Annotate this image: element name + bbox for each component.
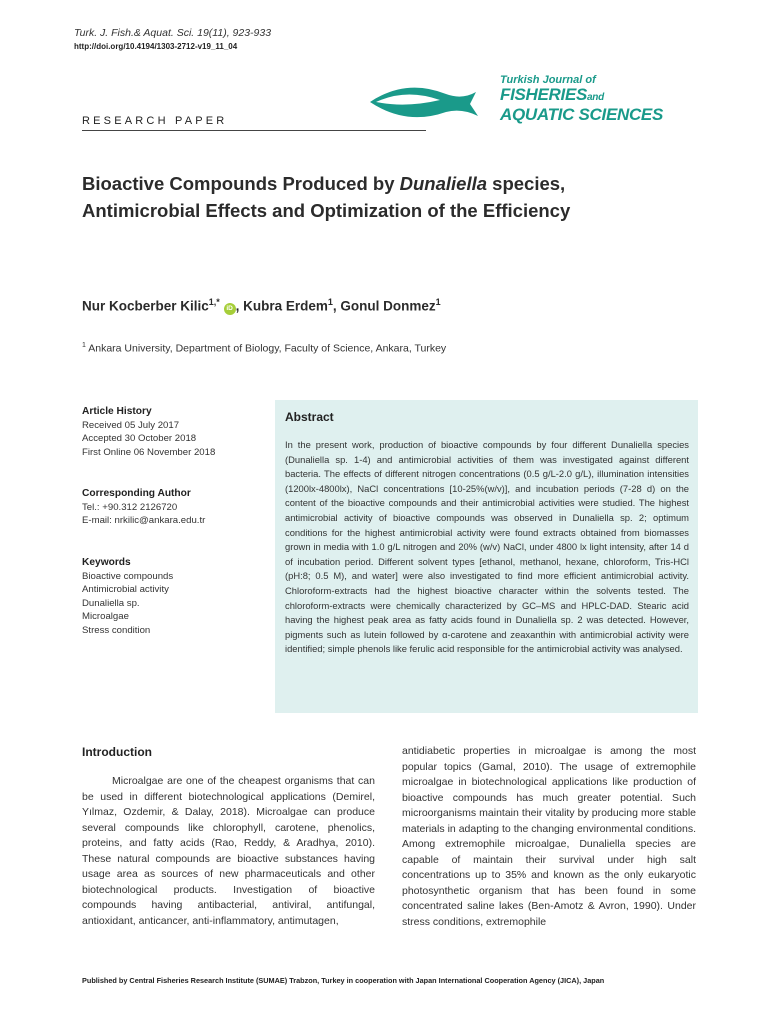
doi-link[interactable]: http://doi.org/10.4194/1303-2712-v19_11_04 [74, 42, 238, 51]
keyword-item: Antimicrobial activity [82, 584, 169, 595]
publisher-footer: Published by Central Fisheries Research Institute (SUMAE) Trabzon, Turkey in cooperation with Japan International Cooperation Agency (JICA), Japan [82, 976, 605, 985]
keywords-heading: Keywords [82, 557, 131, 568]
author-tel: Tel.: +90.312 2126720 [82, 501, 178, 513]
abstract-text: In the present work, production of bioactive compounds by four different Dunaliella species (Dunaliella sp. 1-4) and antimicrobial activities of them was investigated against different bacteria. The effects of different nitrogen concentrations (0.5 g/L-2.0 g/L), illumination intensities (1200lx-4800lx), NaCl concentrations [10-25%(w/v)], and incubation periods (7-28 d) on the content of the bioactive compounds and their antimicrobial activities were studied. The highest antimicrobial activity of bioactive compounds was observed in Dunaliella sp. 2; optimum conditions for the highest antimicrobial activity were found extracts obtained from biomasses grown in media with 1.0 g/L nitrogen and 20% (w/v) NaCl, under 4800 lx light intensity, after 14 d of incubation period. Different solvent types [ethanol, methanol, hexane, chloroform, Tris-HCl (pH:8; 0.5 M), and water] were also investigated to find more efficient antimicrobial activity. Chloroform-extracts had the highest bioactive character within the solvents tested. The chloroform-extracts were chemically characterized by GC–MS and HPLC-DAD. Stearic acid having the highest peak area as fatty acids found in Dunaliella sp. 2 was detected. However, pigments such as lutein followed by α-carotene and zeaxanthin with antimicrobial activity were identified; simple phenols like ferulic acid responsible for the antimicrobial activity was analysed. [285, 439, 689, 655]
author-email[interactable]: E-mail: nrkilic@ankara.edu.tr [82, 515, 206, 526]
paper-type-label: RESEARCH PAPER [82, 115, 228, 127]
keyword-item: Stress condition [82, 624, 151, 636]
journal-reference: Turk. J. Fish.& Aquat. Sci. 19(11), 923-933 [74, 27, 272, 39]
intro-column-1: Microalgae are one of the cheapest organisms that can be used in different biotechnological applications (Demirel, Yılmaz, Ozdemir, & Dalay, 2018). Microalgae can produce several compounds like chlorophyll, carotene, phenolics, proteins, and fatty acids (Rao, Reddy, & Aradhya, 2010). These natural compounds are bioactive substances having usage area as sources of new pharmaceuticals and other biotechnological products. Investigation of bioactive compounds having antibacterial, antiviral, antifungal, antioxidant, anticancer, anti-inflammatory, antimutagen, [82, 775, 375, 927]
abstract-heading: Abstract [285, 410, 334, 424]
affiliation: $^1$ Ankara University, Department of Biology, Faculty of Science, Ankara, Turkey [82, 342, 447, 355]
header-divider [82, 130, 426, 131]
author-list: Nur Kocberber Kilic$^{1,*}$ iD , Kubra Erdem$^1$, Gonul Donmez$^1$ [82, 297, 441, 314]
keyword-item: Microalgae [82, 611, 129, 622]
corresponding-heading: Corresponding Author [82, 488, 191, 499]
corresponding-author [82, 487, 267, 528]
logo-line-3: AQUATIC SCIENCES [500, 105, 664, 124]
orcid-icon[interactable]: iD [224, 303, 236, 315]
logo-line-1: Turkish Journal of [500, 74, 596, 86]
keyword-item: Dunaliella sp. [82, 597, 140, 609]
article-history [82, 405, 267, 459]
fish-logo-icon [366, 72, 486, 132]
paper-title: Bioactive Compounds Produced by Dunaliella species, Antimicrobial Effects and Optimization of the Efficiency [82, 173, 571, 221]
introduction-heading: Introduction [82, 745, 152, 759]
keywords [82, 556, 267, 637]
abstract-box [275, 400, 698, 713]
intro-column-2: antidiabetic properties in microalgae is among the most popular topics (Gamal, 2010). The usage of extremophile microalgae in biotechnological applications like production of bioactive compounds has much greater potential. Such microorganisms maintain their vitality by producing more stable materials in adapting to the changing environmental conditions. Among extremophile microalgae, Dunaliella species are capable of maintain their survival under high salt concentrations up to 35% and known as the only eukaryotic photosynthetic organism that has been found in some concentrated saline lakes (Ben-Amotz & Avron, 1990). Under stress conditions, extremophile [402, 745, 696, 928]
article-history-heading: Article History [82, 406, 152, 417]
keyword-item: Bioactive compounds [82, 570, 174, 582]
journal-logo [366, 72, 706, 132]
logo-line-2: FISHERIESand [500, 85, 604, 104]
received-date: Received 05 July 2017 [82, 419, 180, 431]
online-date: First Online 06 November 2018 [82, 446, 216, 458]
accepted-date: Accepted 30 October 2018 [82, 433, 197, 444]
